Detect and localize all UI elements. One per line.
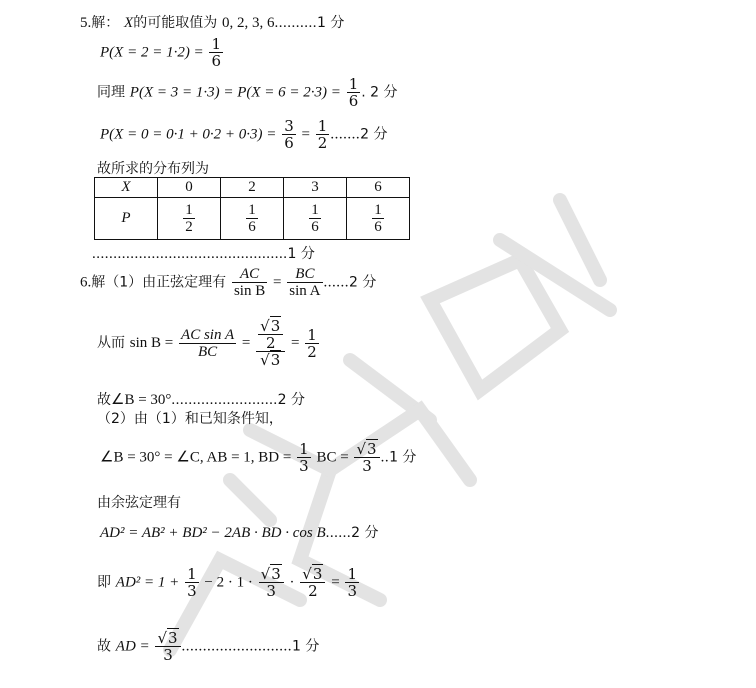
q5-heading: 5.解： X的可能取值为 0, 2, 3, 6..........1 分 (80, 15, 345, 31)
table-row: P $\frac{1}{2}$ $\frac{1}{6}$ $\frac{1}{6}$ $\frac{1}{6}$ (95, 198, 410, 240)
nested-fraction: $\frac{\frac{√3}{2}}{√3}$ (256, 318, 285, 368)
q5-eq3: P(X = 0 = 0·1 + 0·2 + 0·3) = $\frac{3}{6}$ = $\frac{1}{2}$ .......2 分 (100, 117, 388, 152)
q6-number: 6. (80, 274, 92, 291)
table-row: X 0 2 3 6 (95, 178, 410, 198)
q6-cos-law: AD² = AB² + BD² − 2AB · BD · cos B......2 分 (100, 525, 379, 541)
q6-conditions: ∠B = 30° = ∠C, AB = 1, BD = $\frac{1}{3}$ BC = $\frac{√3}{3}$ ..1 分 (100, 440, 417, 475)
q6-part2: （2）由（1）和已知条件知， (97, 411, 283, 427)
q6-sinB: 从而 sin B = $\frac{\text{AC sin A}}{BC}$ = $\frac{\frac{√3}{2}}{√3}$ = $\frac{1}{2}$ (97, 317, 317, 369)
distribution-table (94, 177, 410, 240)
q5-eq2: 同理 P(X = 3 = 1·3) = P(X = 6 = 2·3) = $\frac{1}{6}$ . 2 分 (97, 75, 398, 110)
q5-score-1: 1 分 (316, 15, 345, 31)
q5-score-2: . 2 分 (361, 84, 398, 101)
q6-calc: 即 AD² = 1 + $\frac{1}{3}$ − 2 · 1 · $\frac{√3}{3}$ · $\frac{√3}{2}$ = $\frac{1}{3}$ (97, 565, 357, 600)
q6-heading: 6.解（1）由正弦定理有 $\frac{AC}{\text{sin B}}$ = $\frac{BC}{\text{sin A}}$ ......2 分 (80, 266, 377, 299)
q5-table-score-line: ..............................................1 分 (92, 246, 315, 262)
q5-number: 5. (80, 15, 92, 31)
q5-table-caption: 故所求的分布列为 (97, 161, 209, 177)
q6-final: 故 AD = $\frac{√3}{3}$ ..........................1 分 (97, 629, 320, 664)
q6-cos-title: 由余弦定理有 (97, 495, 181, 511)
q5-score-3: 2 分 (360, 126, 388, 143)
q5-eq1: P(X = 2 = 1·2) = $\frac{1}{6}$ (100, 35, 222, 70)
q6-angle: 故∠B = 30°.........................2 分 (97, 392, 306, 408)
